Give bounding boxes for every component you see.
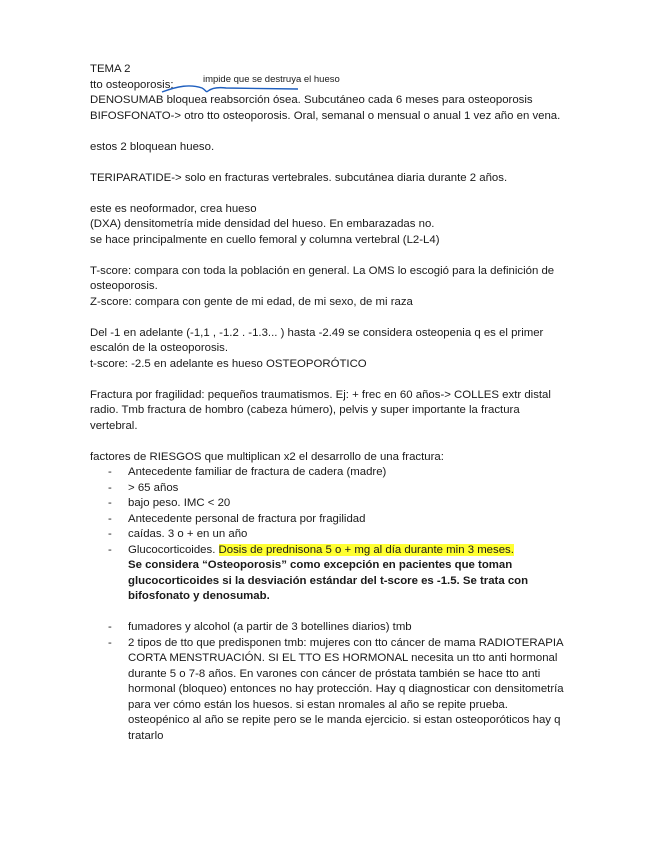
list-item xyxy=(90,481,570,497)
gluco-prefix: Glucocorticoides. xyxy=(128,543,219,556)
risk-factor-list xyxy=(90,465,570,605)
zscore-line: Z-score: compara con gente de mi edad, de mi sexo, de mi raza xyxy=(90,295,413,308)
neoformador-line: este es neoformador, crea hueso xyxy=(90,202,257,215)
list-item xyxy=(90,496,570,512)
list-item xyxy=(90,636,570,745)
list-item-glucocorticoides xyxy=(90,543,570,605)
document-body xyxy=(90,62,570,744)
list-item-text: fumadores y alcohol (a partir de 3 botellines diarios) tmb xyxy=(128,621,412,633)
tscore-line: T-score: compara con toda la población en general. La OMS lo escogió para la definición de osteoporosis. xyxy=(90,264,555,292)
risk-factor-list-2 xyxy=(90,620,570,744)
list-item xyxy=(90,465,570,481)
doc-title: TEMA 2 xyxy=(90,63,131,75)
list-item-text: Antecedente familiar de fractura de cadera (madre) xyxy=(128,466,387,478)
list-item-text: > 65 años xyxy=(128,481,179,494)
list-dash: - xyxy=(108,621,112,633)
list-item-text: caídas. 3 o + en un año xyxy=(128,528,248,540)
gluco-bold-note: Se considera “Osteoporosis” como excepción en pacientes que toman glucocorticoides si la desviación estándar del t-score es -1.5. Se trata con bifosfonato y denosumab. xyxy=(128,559,529,602)
tto-heading: tto osteoporosis: xyxy=(90,78,174,91)
list-item xyxy=(90,527,570,543)
factores-heading: factores de RIESGOS que multiplican x2 el desarrollo de una fractura: xyxy=(90,450,444,463)
list-item xyxy=(90,620,570,636)
denosumab-line: DENOSUMAB bloquea reabsorción ósea. Subcutáneo cada 6 meses para osteoporosis xyxy=(90,94,533,106)
fractura-paragraph: Fractura por fragilidad: pequeños traumatismos. Ej: + frec en 60 años-> COLLES extr distal radio. Tmb fractura de hombro (cabeza húmero), pelvis y super importante la fractura vertebral. xyxy=(90,388,551,432)
osteopenia-line: Del -1 en adelante (-1,1 , -1.2 . -1.3... ) hasta -2.49 se considera osteopenia q es el primer escalón de la osteoporosis. xyxy=(90,326,544,354)
list-dash: - xyxy=(108,528,112,540)
handwritten-annotation: impide que se destruya el hueso xyxy=(203,74,340,85)
list-dash: - xyxy=(108,497,112,509)
bifosfonato-line: BIFOSFONATO-> otro tto osteoporosis. Oral, semanal o mensual o anual 1 vez año en vena. xyxy=(90,109,561,122)
list-dash: - xyxy=(108,466,112,478)
list-item xyxy=(90,512,570,528)
list-item-text: 2 tipos de tto que predisponen tmb: mujeres con tto cáncer de mama RADIOTERAPIA CORTA MENSTRUACIÓN. SI EL TTO ES HORMONAL necesita un tto anti hormonal durante 5 o 7-8 años. En varones con cáncer de próstata también se hace tto anti hormonal (bloqueo) entonces no hay protección. Hay q diagnosticar con densitometría para ver cómo están los huesos. si estan nromales al año se repite prueba. osteopénico al año se repite pero se le manda ejercicio. si estan osteoporóticos hay q tratarlo xyxy=(128,636,564,742)
estos2-line: estos 2 bloquean hueso. xyxy=(90,140,215,153)
list-dash: - xyxy=(108,543,112,556)
list-item-text: bajo peso. IMC < 20 xyxy=(128,497,231,509)
list-item-text: Antecedente personal de fractura por fragilidad xyxy=(128,512,366,525)
teriparatide-line: TERIPARATIDE-> solo en fracturas vertebrales. subcutánea diaria durante 2 años. xyxy=(90,171,508,184)
list-dash: - xyxy=(108,481,112,494)
tscore-osteoporotico-line: t-score: -2.5 en adelante es hueso OSTEOPORÓTICO xyxy=(90,357,367,370)
gluco-highlight: Dosis de prednisona 5 o + mg al día durante min 3 meses. xyxy=(218,543,514,556)
cuello-line: se hace principalmente en cuello femoral y columna vertebral (L2-L4) xyxy=(90,233,440,246)
list-dash: - xyxy=(108,512,112,525)
list-dash: - xyxy=(108,636,112,649)
dxa-line: (DXA) densitometría mide densidad del hueso. En embarazadas no. xyxy=(90,218,435,230)
